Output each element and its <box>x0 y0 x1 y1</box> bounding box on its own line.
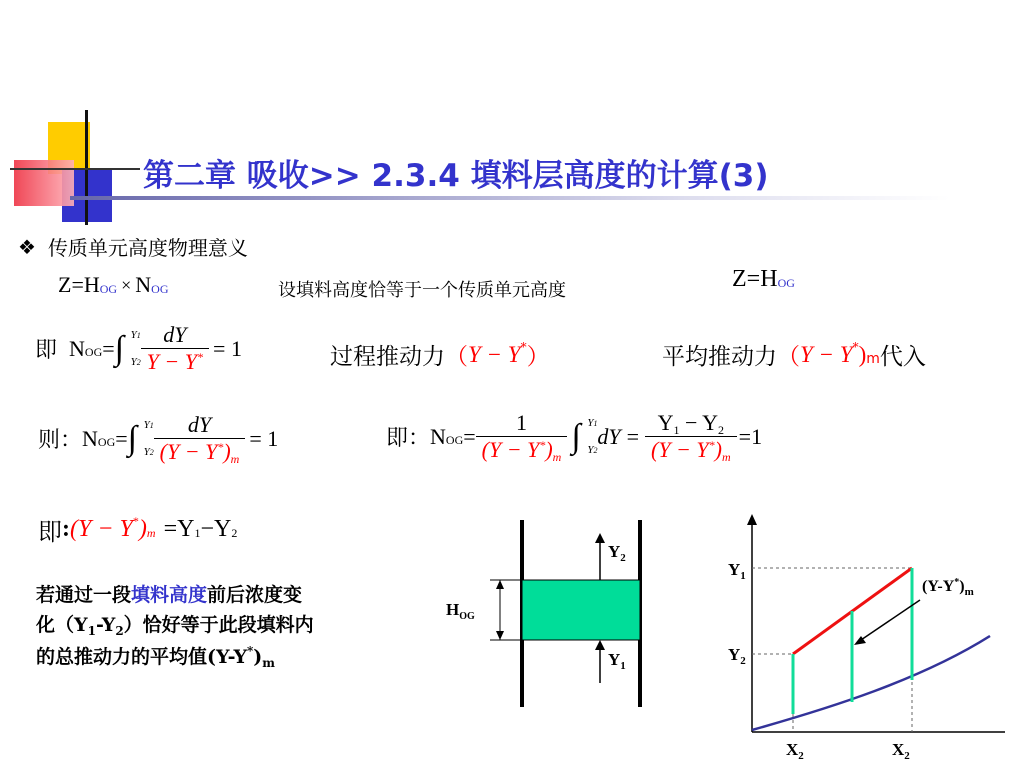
equation-mean-driving-force <box>38 512 237 547</box>
numerator: dY <box>163 322 187 347</box>
og-subscript: OG <box>777 276 795 290</box>
ji-label: 即： <box>386 426 431 451</box>
average-expr: Y − Y <box>800 341 853 367</box>
y2: Y <box>214 516 232 542</box>
packing-section <box>522 580 640 640</box>
h-symbol: H <box>83 272 100 297</box>
denominator: (Y − Y*)m <box>645 436 737 463</box>
z-symbol: Z <box>732 266 747 292</box>
logo-horizontal-line <box>10 168 140 170</box>
explanation-paragraph <box>36 580 426 674</box>
fraction <box>645 410 737 463</box>
m-subscript: m <box>866 350 880 367</box>
fraction <box>154 412 246 465</box>
equals: = <box>115 425 128 451</box>
lower-limit: Y2 <box>130 355 141 368</box>
logo-red-square <box>14 160 74 206</box>
average-driving-force <box>662 338 926 371</box>
equilibrium-curve <box>752 636 990 730</box>
equation-nog-definition <box>35 322 242 375</box>
graph-y2-label: $Y_2$ <box>728 645 746 667</box>
star: * <box>852 339 859 354</box>
equals: = <box>71 272 84 297</box>
equals: = <box>163 516 178 542</box>
colon: : <box>62 516 70 542</box>
process-expr: Y − Y <box>468 341 521 367</box>
equation-z-hog <box>732 266 795 293</box>
h-symbol: H <box>760 266 778 292</box>
m-subscript: m <box>146 526 156 540</box>
paragraph-line-1: 若通过一段填料高度前后浓度变 <box>36 584 303 606</box>
n-symbol: N <box>430 423 446 449</box>
y1-sub: 1 <box>194 526 201 540</box>
og-subscript: OG <box>84 345 103 359</box>
equals: = <box>102 335 115 361</box>
denominator: (Y − Y*)m <box>154 438 246 465</box>
close-paren: ） <box>526 344 550 370</box>
y2-arrowhead <box>595 533 605 543</box>
graph-x2b-label: $X_2$ <box>892 740 910 762</box>
close-paren: ) <box>858 341 867 367</box>
star: * <box>132 514 139 528</box>
paragraph-line-2: 化$(Y_1-Y_2)$恰好等于此段填料内 <box>36 614 314 638</box>
y-axis-arrow <box>747 514 757 525</box>
average-label: 平均推动力 <box>662 344 777 370</box>
y1-arrowhead <box>595 640 605 650</box>
y2-sub: 2 <box>231 526 238 540</box>
integral-sign: ∫ Y1 Y2 <box>127 418 154 458</box>
open-paren: （ <box>445 344 468 370</box>
equation-z-hog-nog <box>58 272 169 298</box>
times: × <box>121 274 132 295</box>
denominator: Y − Y* <box>141 348 209 375</box>
minus: − <box>200 516 214 542</box>
n-symbol: N <box>135 272 152 297</box>
y1: Y <box>177 516 195 542</box>
hog-arrow-down <box>496 631 504 640</box>
numerator: 1 <box>516 410 527 435</box>
daixin-label: 代入 <box>879 344 926 370</box>
column-hog-label: $H_{OG}$ <box>446 600 475 622</box>
n-symbol: N <box>69 335 85 361</box>
integral-sign: ∫ Y1 Y2 <box>571 416 598 456</box>
result: = 1 <box>213 335 242 361</box>
bullet-icon: ❖ <box>18 234 36 259</box>
bullet-text: 传质单元高度物理意义 <box>47 236 248 260</box>
graph-y1-label: $Y_1$ <box>728 560 746 582</box>
assumption-note: 设填料高度恰等于一个传质单元高度 <box>278 280 566 301</box>
og-subscript: OG <box>99 281 118 296</box>
process-label: 过程推动力 <box>330 344 445 370</box>
result: = 1 <box>249 425 279 451</box>
page-title: 第二章 吸收>> 2.3.4 填料层高度的计算(3) <box>143 158 769 194</box>
ji-label: 即 <box>35 338 58 363</box>
graph-annotation-label: $(Y-Y^*)_m$ <box>922 577 974 598</box>
upper-limit: Y1 <box>143 418 154 431</box>
star: * <box>520 339 527 354</box>
logo <box>10 110 140 225</box>
og-subscript: OG <box>97 435 116 449</box>
numerator: dY <box>187 412 212 437</box>
column-y2-label: $Y_2$ <box>608 542 626 564</box>
open-paren: （ <box>777 344 800 370</box>
mean-expr: (Y − Y <box>70 516 133 542</box>
fraction <box>141 322 209 375</box>
paragraph-line-3: 的总推动力的平均值$(Y-Y^*)_m$ <box>36 644 275 670</box>
z-symbol: Z <box>58 272 72 297</box>
result: =1 <box>738 423 763 449</box>
equals: = <box>463 423 476 449</box>
hog-arrow-up <box>496 580 504 589</box>
n-symbol: N <box>82 425 98 451</box>
lower-limit: Y2 <box>143 445 154 458</box>
og-subscript: OG <box>445 433 464 447</box>
denominator: (Y − Y*)m <box>476 436 568 463</box>
equals: = <box>626 423 639 449</box>
column-y1-label: $Y_1$ <box>608 650 626 672</box>
equation-nog-result <box>386 410 762 463</box>
process-driving-force <box>330 338 550 371</box>
fraction <box>476 410 568 463</box>
equation-nog-average <box>38 412 278 465</box>
ze-label: 则： <box>38 428 83 453</box>
equals: = <box>746 266 761 292</box>
og-subscript: OG <box>151 281 169 296</box>
upper-limit: Y1 <box>587 416 598 429</box>
upper-limit: Y1 <box>130 328 141 341</box>
graph-x2a-label: $X_2$ <box>786 740 804 762</box>
close-paren: ) <box>138 516 147 542</box>
operating-line-graph <box>720 510 1010 750</box>
dy: dY <box>597 423 621 449</box>
ji-label: 即 <box>38 518 62 546</box>
bullet-heading <box>18 232 248 261</box>
integral-sign: ∫ Y1 Y2 <box>114 328 141 368</box>
numerator: Y1 − Y2 <box>657 410 725 437</box>
title-underline <box>70 196 950 200</box>
lower-limit: Y2 <box>587 443 598 456</box>
